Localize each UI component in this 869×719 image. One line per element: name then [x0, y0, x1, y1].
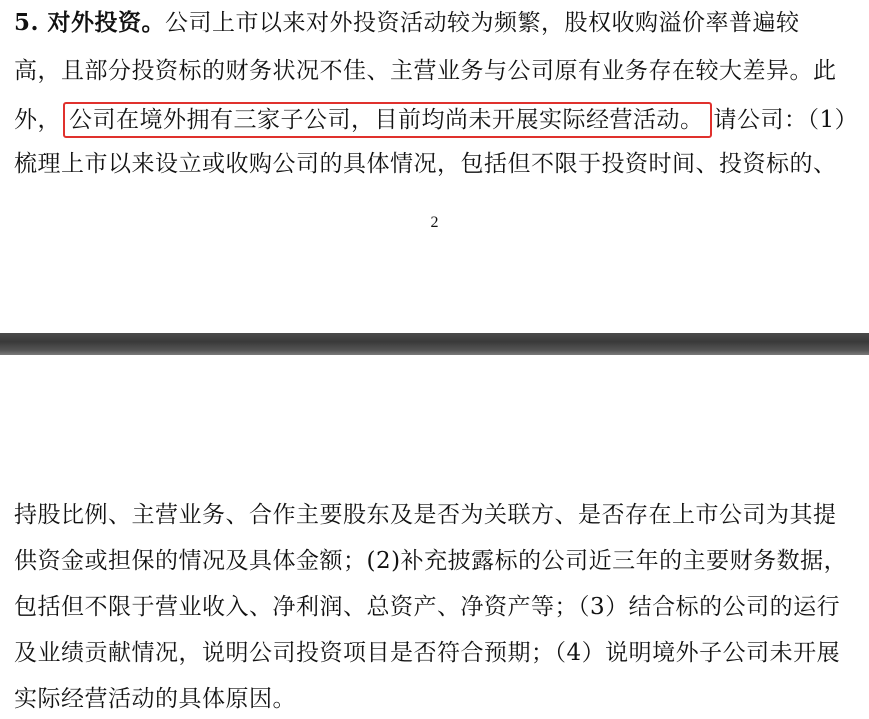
highlighted-annotation-box: 公司在境外拥有三家子公司，目前均尚未开展实际经营活动。 — [63, 102, 712, 138]
paragraph-line-3 — [14, 102, 858, 138]
paragraph-line-1 — [14, 8, 800, 38]
page-break-divider — [0, 333, 869, 355]
paragraph-line-6: 供资金或担保的情况及具体金额；(2)补充披露标的公司近三年的主要财务数据， — [14, 548, 848, 574]
paragraph-text: 外， — [14, 107, 61, 133]
paragraph-line-5: 持股比例、主营业务、合作主要股东及是否为关联方、是否存在上市公司为其提 — [14, 502, 837, 528]
paragraph-line-4: 梳理上市以来设立或收购公司的具体情况，包括但不限于投资时间、投资标的、 — [14, 151, 837, 177]
paragraph-text: 请公司：（1） — [713, 107, 859, 133]
paragraph-line-9: 实际经营活动的具体原因。 — [14, 686, 296, 712]
page-number: 2 — [430, 214, 439, 231]
paragraph-text: 公司上市以来对外投资活动较为频繁，股权收购溢价率普遍较 — [165, 10, 800, 36]
paragraph-line-7: 包括但不限于营业收入、净利润、总资产、净资产等；（3）结合标的公司的运行 — [14, 594, 841, 620]
paragraph-line-8: 及业绩贡献情况，说明公司投资项目是否符合预期；（4）说明境外子公司未开展 — [14, 640, 841, 666]
section-heading: 5. 对外投资。 — [14, 9, 166, 36]
paragraph-line-2: 高，且部分投资标的财务状况不佳、主营业务与公司原有业务存在较大差异。此 — [14, 58, 837, 84]
